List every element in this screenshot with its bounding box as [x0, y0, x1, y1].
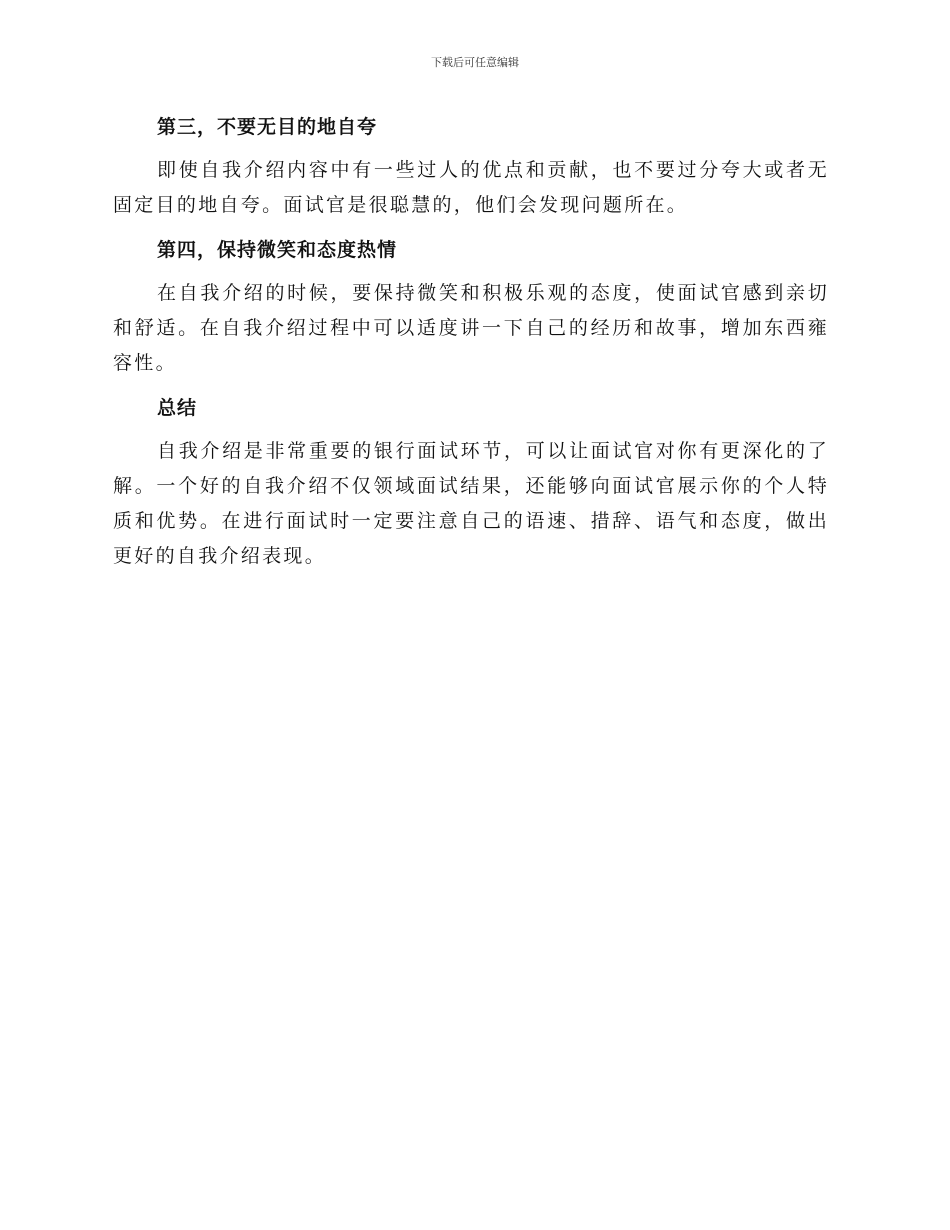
section-heading-3: 第三，不要无目的地自夸	[157, 116, 378, 138]
section-heading-4: 第四，保持微笑和态度热情	[157, 239, 398, 261]
summary-paragraph: 自我介绍是非常重要的银行面试环节，可以让面试官对你有更深化的了解。一个好的自我介绍不仅领域面试结果，还能够向面试官展示你的个人特质和优势。在进行面试时一定要注意自己的语速、措辞、语气和态度，做出更好的自我介绍表现。	[113, 440, 829, 567]
page-header: 下载后可任意编辑	[431, 56, 519, 69]
summary-heading: 总结	[157, 397, 198, 419]
document-body	[113, 110, 829, 584]
section-paragraph-3: 即使自我介绍内容中有一些过人的优点和贡献，也不要过分夸大或者无固定目的地自夸。面试官是很聪慧的，他们会发现问题所在。	[113, 159, 829, 216]
section-paragraph-4: 在自我介绍的时候，要保持微笑和积极乐观的态度，使面试官感到亲切和舒适。在自我介绍过程中可以适度讲一下自己的经历和故事，增加东西雍容性。	[113, 282, 829, 374]
